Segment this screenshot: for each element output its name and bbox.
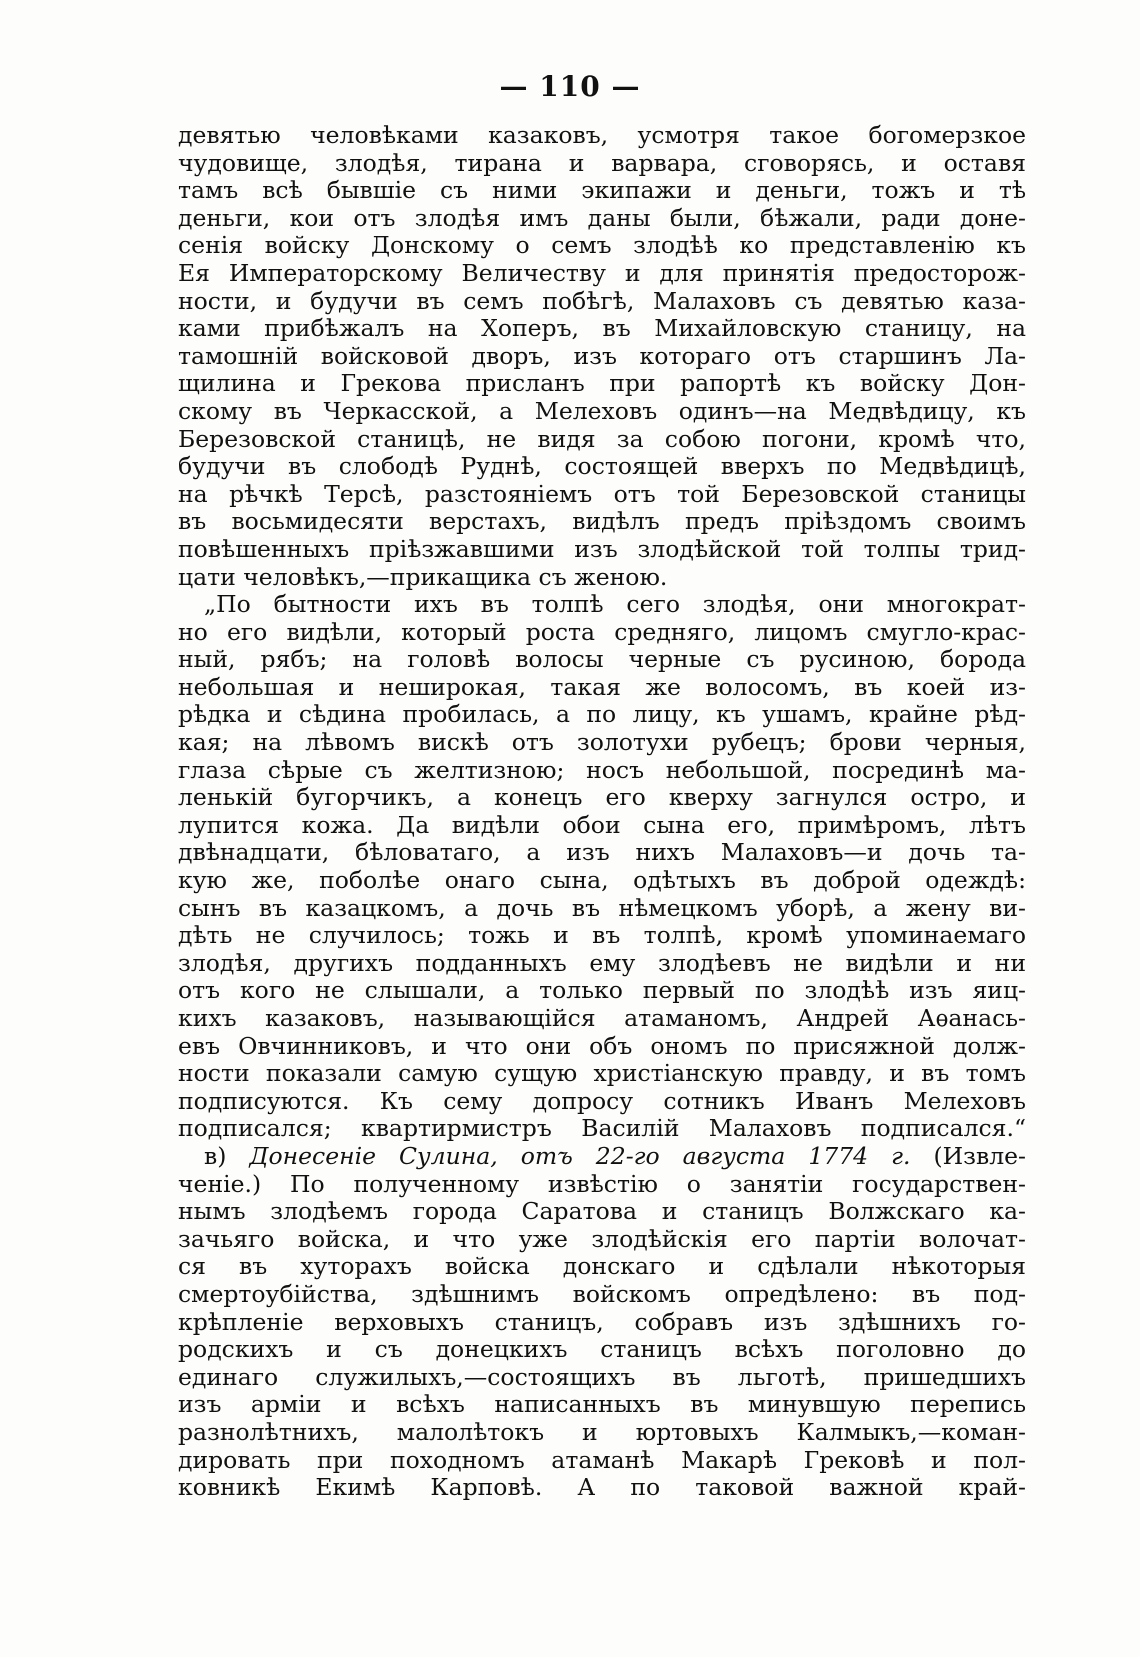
text-section-1 xyxy=(178,122,1026,1143)
text-line: кихъ казаковъ, называющійся атаманомъ, Андрей Аѳанась- xyxy=(178,1004,1026,1032)
text-line: Березовской станицѣ, не видя за собою погони, кромѣ что, xyxy=(178,424,1026,453)
text-line: зачьяго войска, и что уже злодѣйскія его партіи волочат- xyxy=(178,1224,1026,1253)
text-line: скому въ Черкасской, а Мелеховъ одинъ—на Медвѣдицу, къ xyxy=(178,396,1026,425)
text-line: рѣдка и сѣдина пробилась, а по лицу, къ ушамъ, крайне рѣд- xyxy=(178,700,1026,729)
text-line: ности показали самую сущую христіанскую правду, и въ томъ xyxy=(178,1059,1026,1088)
text-line: подписался; квартирмистръ Василій Малаховъ подписался.“ xyxy=(178,1114,1026,1143)
text-line: Ея Императорскому Величеству и для принятія предосторож- xyxy=(178,258,1026,287)
text-line: сынъ въ казацкомъ, а дочь въ нѣмецкомъ уборѣ, а жену ви- xyxy=(178,893,1026,922)
text-line: подписуются. Къ сему допросу сотникъ Иванъ Мелеховъ xyxy=(178,1086,1026,1115)
text-line: дировать при походномъ атаманѣ Макарѣ Грековѣ и пол- xyxy=(178,1445,1026,1474)
text-line: ленькій бугорчикъ, а конецъ его кверху загнулся остро, и xyxy=(178,783,1026,812)
text-line: ками прибѣжалъ на Хоперъ, въ Михайловскую станицу, на xyxy=(178,314,1026,343)
text-line: тамошній войсковой дворъ, изъ котораго отъ старшинъ Ла- xyxy=(178,341,1026,370)
page-number: — 110 — xyxy=(499,70,641,103)
text-line: девятью человѣками казаковъ, усмотря такое богомерзкое xyxy=(178,121,1026,149)
text-line: единаго служилыхъ,—состоящихъ въ льготѣ, пришедшихъ xyxy=(178,1362,1026,1391)
text-line: крѣпленіе верховыхъ станицъ, собравъ изъ здѣшнихъ го- xyxy=(178,1307,1026,1336)
text-line: сенія войску Донскому о семъ злодѣѣ ко представленію къ xyxy=(178,231,1026,260)
text-line: цати человѣкъ,—прикащика съ женою. xyxy=(178,562,668,591)
paragraph-v-prefix: в) xyxy=(204,1141,250,1170)
text-line: двѣнадцати, бѣловатаго, а изъ нихъ Малаховъ—и дочь та- xyxy=(178,838,1026,867)
paragraph-v-italic-title: Донесеніе Сулина, отъ 22-го августа 1774 г. xyxy=(249,1141,911,1170)
text-line: повѣшенныхъ пріѣзжавшими изъ злодѣйской той толпы трид- xyxy=(178,534,1026,563)
text-line: будучи въ слободѣ Руднѣ, состоящей вверхъ по Медвѣдицѣ, xyxy=(178,452,1026,481)
text-line: небольшая и неширокая, такая же волосомъ, въ коей из- xyxy=(178,672,1026,701)
text-line: деньги, кои отъ злодѣя имъ даны были, бѣжали, ради доне- xyxy=(178,203,1026,232)
text-line: на рѣчкѣ Терсѣ, разстояніемъ отъ той Березовской станицы xyxy=(178,479,1026,508)
text-line: чудовище, злодѣя, тирана и варвара, сговорясь, и оставя xyxy=(178,148,1026,177)
text-line: ный, рябъ; на головѣ волосы черные съ русиною, борода xyxy=(178,645,1026,674)
text-line: разнолѣтнихъ, малолѣтокъ и юртовыхъ Калмыкъ,—коман- xyxy=(178,1417,1026,1446)
text-line: ченіе.) По полученному извѣстію о занятіи государствен- xyxy=(178,1169,1026,1198)
text-line: въ восьмидесяти верстахъ, видѣлъ предъ пріѣздомъ своимъ xyxy=(178,507,1026,536)
text-line: нымъ злодѣемъ города Саратова и станицъ Волжскаго ка- xyxy=(178,1197,1026,1226)
body-text xyxy=(178,122,1026,1502)
text-line: кая; на лѣвомъ вискѣ отъ золотухи рубецъ; брови черныя, xyxy=(178,728,1026,757)
text-line: злодѣя, другихъ подданныхъ ему злодѣевъ не видѣли и ни xyxy=(178,948,1026,977)
text-line: но его видѣли, который роста средняго, лицомъ смугло-крас- xyxy=(178,617,1026,646)
text-line: лупится кожа. Да видѣли обои сына его, примѣромъ, лѣтъ xyxy=(178,810,1026,839)
text-line: отъ кого не слышали, а только первый по злодѣѣ изъ яиц- xyxy=(178,976,1026,1005)
text-line-paragraph-v xyxy=(178,1143,1026,1171)
paragraph-v-suffix: (Извле- xyxy=(910,1141,1026,1170)
text-line: родскихъ и съ донецкихъ станицъ всѣхъ поголовно до xyxy=(178,1335,1026,1364)
text-line: ся въ хуторахъ войска донскаго и сдѣлали нѣкоторыя xyxy=(178,1252,1026,1281)
text-line: „По бытности ихъ въ толпѣ сего злодѣя, они многократ- xyxy=(204,590,1026,619)
text-line: евъ Овчинниковъ, и что они объ ономъ по присяжной долж- xyxy=(178,1031,1026,1060)
text-line: глаза сѣрые съ желтизною; носъ небольшой, посрединѣ ма- xyxy=(178,755,1026,784)
text-line: ности, и будучи въ семъ побѣгѣ, Малаховъ съ девятью каза- xyxy=(178,286,1026,315)
text-section-2 xyxy=(178,1171,1026,1502)
text-line: кую же, поболѣе онаго сына, одѣтыхъ въ доброй одеждѣ: xyxy=(178,866,1026,895)
text-line: ковникѣ Екимѣ Карповѣ. А по таковой важной край- xyxy=(178,1473,1026,1502)
text-line: изъ арміи и всѣхъ написанныхъ въ минувшую перепись xyxy=(178,1390,1026,1419)
text-line: смертоубійства, здѣшнимъ войскомъ опредѣлено: въ под- xyxy=(178,1279,1026,1308)
text-line: щилина и Грекова присланъ при рапортѣ къ войску Дон- xyxy=(178,369,1026,398)
text-line: дѣть не случилось; тожь и въ толпѣ, кромѣ упоминаемаго xyxy=(178,921,1026,950)
text-line: тамъ всѣ бывшіе съ ними экипажи и деньги, тожъ и тѣ xyxy=(178,176,1026,205)
